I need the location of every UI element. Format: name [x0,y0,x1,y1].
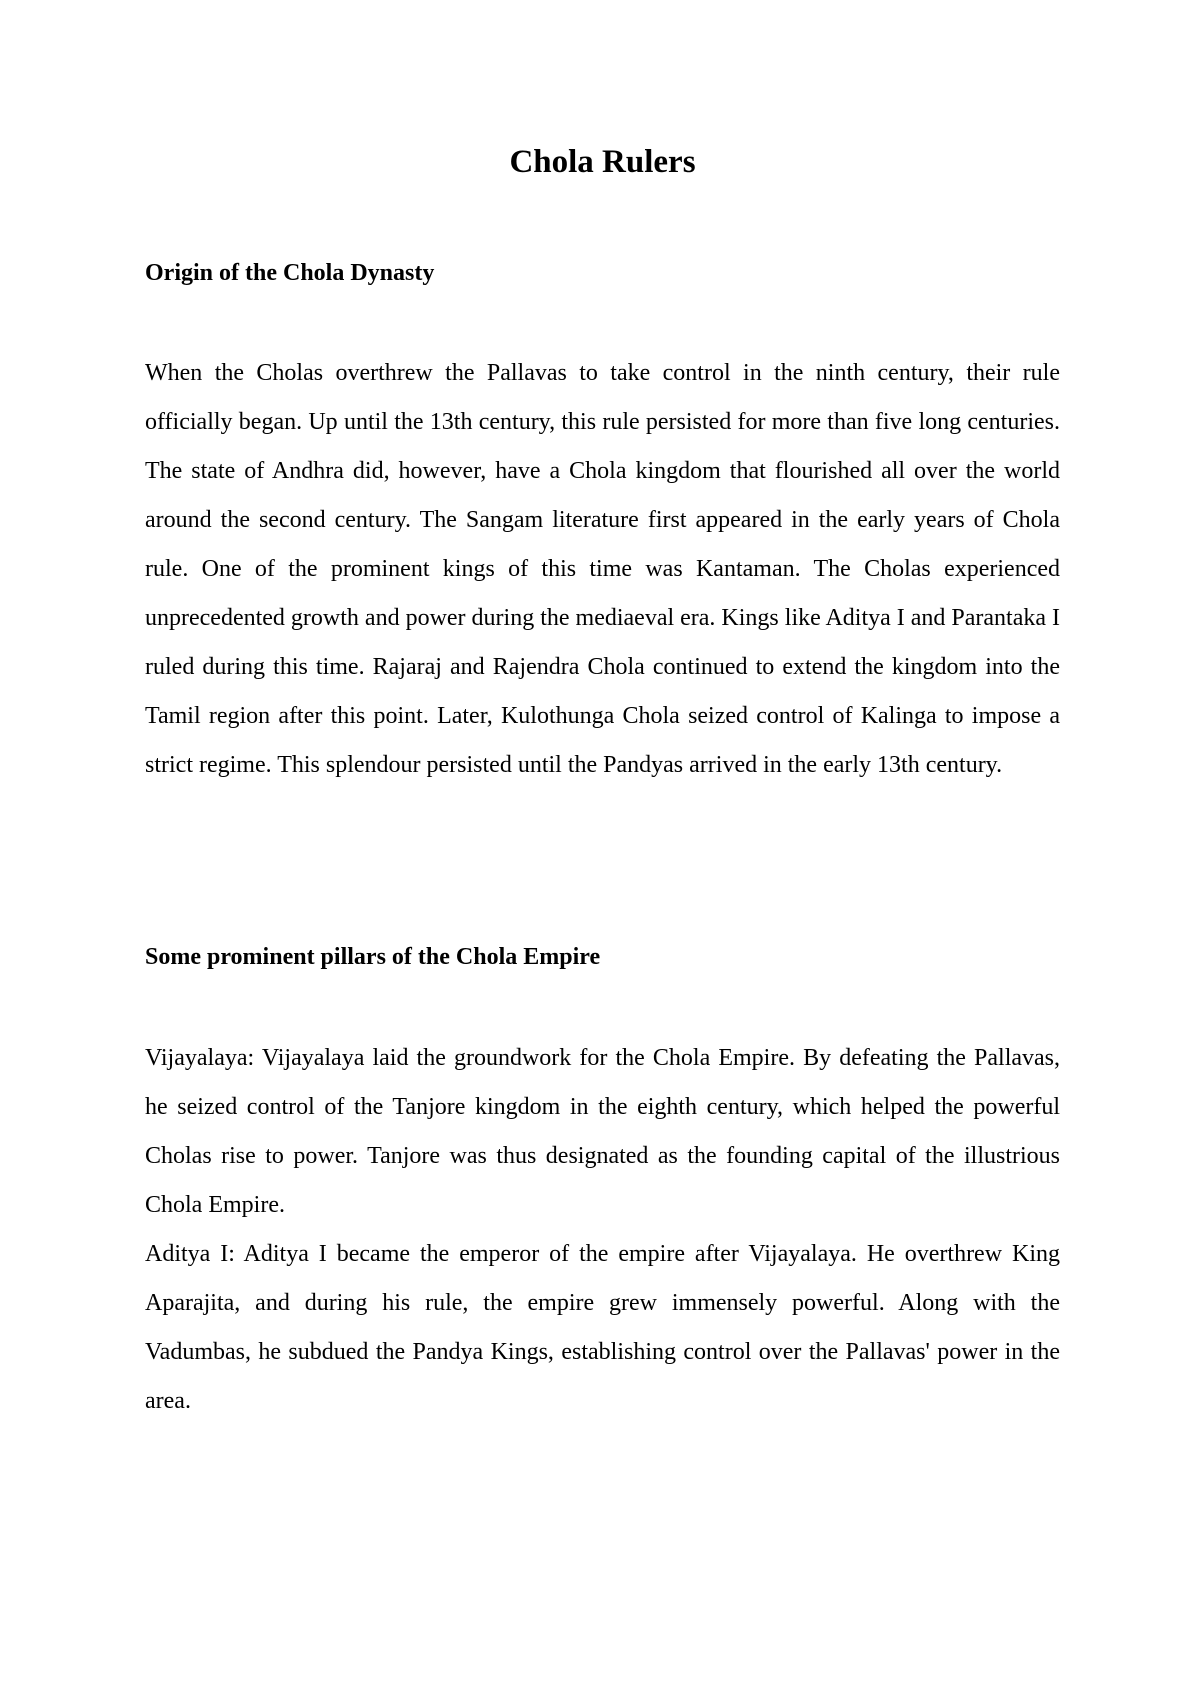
paragraph-aditya: Aditya I: Aditya I became the emperor of the empire after Vijayalaya. He overthrew King Aparajita, and during his rule, the empire grew immensely powerful. Along with the Vadumbas, he subdued the Pandya Kings, establishing control over the Pallavas' power in the area. [145,1241,1060,1414]
document-title: Chola Rulers [509,144,696,180]
paragraph-vijayalaya: Vijayalaya: Vijayalaya laid the groundwork for the Chola Empire. By defeating the Pallavas, he seized control of the Tanjore kingdom in the eighth century, which helped the powerful Cholas rise to power. Tanjore was thus designated as the founding capital of the illustrious Chola Empire. [145,1045,1060,1218]
paragraph-origin: When the Cholas overthrew the Pallavas to take control in the ninth century, their rule officially began. Up until the 13th century, this rule persisted for more than five long centuries. The state of Andhra did, however, have a Chola kingdom that flourished all over the world around the second century. The Sangam literature first appeared in the early years of Chola rule. One of the prominent kings of this time was Kantaman. The Cholas experienced unprecedented growth and power during the mediaeval era. Kings like Aditya I and Parantaka I ruled during this time. Rajaraj and Rajendra Chola continued to extend the kingdom into the Tamil region after this point. Later, Kulothunga Chola seized control of Kalinga to impose a strict regime. This splendour persisted until the Pandyas arrived in the early 13th century. [145,360,1061,778]
section-heading-pillars: Some prominent pillars of the Chola Empire [145,944,601,970]
section-heading-origin: Origin of the Chola Dynasty [145,260,435,286]
